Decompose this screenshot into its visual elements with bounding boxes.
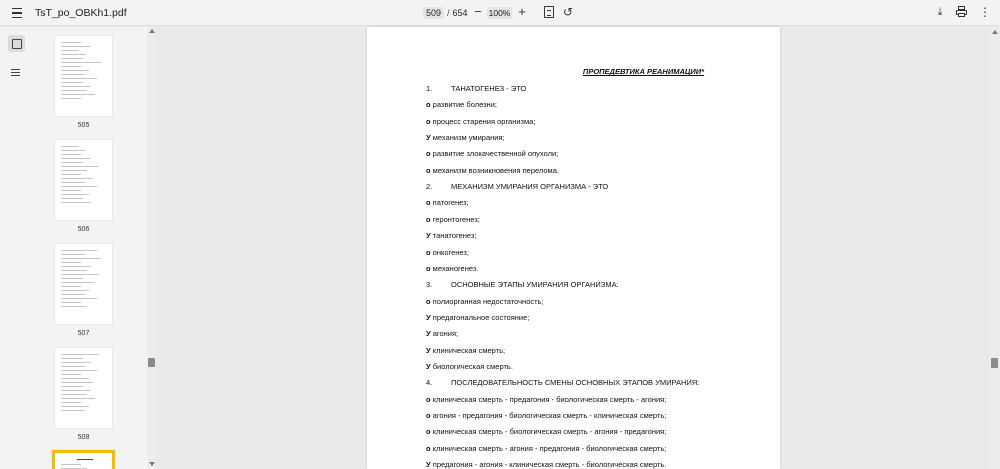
scroll-up-icon[interactable] — [149, 29, 155, 33]
line-text: геронтогенез; — [430, 214, 480, 224]
answer-option — [426, 133, 505, 142]
line-text: клиническая смерть - предагония - биологическая смерть - агония; — [430, 394, 667, 404]
zoom-input[interactable]: 100% — [488, 8, 511, 18]
line-text: полиорганная недостаточность; — [430, 296, 544, 306]
line-text: клиническая смерть - агония - предагония - биологическая смерть; — [430, 443, 667, 453]
line-text: ПОСЛЕДОВАТЕЛЬНОСТЬ СМЕНЫ ОСНОВНЫХ ЭТАПОВ УМИРАНИЯ: — [451, 378, 700, 388]
menu-icon[interactable] — [9, 5, 25, 21]
answer-option — [426, 395, 666, 404]
page-thumbnail-current[interactable] — [52, 450, 115, 469]
answer-option — [426, 297, 544, 306]
answer-option — [426, 215, 480, 224]
line-text: ТАНАТОГЕНЕЗ - ЭТО — [451, 84, 527, 93]
current-page-input[interactable]: 509 — [423, 7, 444, 19]
answer-marker: У — [426, 345, 431, 355]
line-text: онкогенез; — [430, 247, 469, 257]
page-separator: / — [447, 8, 450, 18]
line-text: ОСНОВНЫЕ ЭТАПЫ УМИРАНИЯ ОРГАНИЗМА: — [451, 280, 619, 290]
thumbnail-panel — [32, 27, 147, 469]
line-text: механизм возникновения перелома. — [430, 165, 559, 175]
pdf-toolbar — [0, 0, 1000, 26]
answer-option — [426, 313, 529, 322]
answer-option — [426, 117, 535, 126]
pdf-page — [367, 27, 780, 469]
scrollbar-thumb[interactable] — [991, 358, 998, 368]
question-number: 3. — [426, 280, 433, 290]
answer-marker: У — [426, 460, 431, 469]
answer-marker: о — [426, 198, 431, 208]
page-heading: ПРОПЕДЕВТИКА РЕАНИМАЦИИ* — [582, 67, 705, 76]
download-icon[interactable]: ⤓ — [937, 6, 943, 18]
line-text: предагональное состояние; — [430, 312, 530, 322]
answer-option — [426, 149, 558, 158]
question-line — [426, 182, 608, 191]
line-text: агония; — [430, 329, 459, 339]
page-indicator — [423, 6, 468, 20]
page-thumbnail[interactable] — [55, 348, 112, 428]
answer-marker: У — [426, 133, 431, 143]
thumbnails-view-icon[interactable] — [8, 35, 25, 52]
question-line — [426, 378, 699, 387]
zoom-out-button[interactable]: − — [474, 4, 482, 19]
total-pages: 654 — [452, 8, 468, 18]
thumbnail-scrollbar[interactable] — [147, 27, 156, 469]
answer-option — [426, 411, 666, 420]
answer-marker: о — [426, 149, 431, 159]
line-text: предагония - агония - клиническая смерть - биологическая смерть. — [430, 460, 667, 469]
answer-option — [426, 460, 666, 469]
print-icon[interactable] — [955, 4, 969, 20]
answer-marker: о — [426, 443, 431, 453]
answer-marker: о — [426, 165, 431, 175]
answer-option — [426, 248, 469, 257]
line-text: танатогенез; — [430, 231, 477, 241]
answer-option — [426, 198, 469, 207]
line-text: процесс старения организма; — [430, 116, 536, 126]
question-line — [426, 84, 526, 93]
answer-option — [426, 329, 458, 338]
answer-marker: У — [426, 361, 431, 371]
line-text: клиническая смерть; — [430, 345, 506, 355]
line-text: развитие болезни; — [430, 100, 497, 110]
answer-marker: о — [426, 247, 431, 257]
answer-marker: о — [426, 394, 431, 404]
answer-marker: о — [426, 214, 431, 224]
question-line — [426, 280, 619, 289]
scroll-down-icon[interactable] — [149, 462, 155, 466]
scroll-up-icon[interactable] — [992, 30, 998, 34]
answer-option — [426, 166, 559, 175]
answer-option — [426, 427, 666, 436]
answer-option — [426, 231, 476, 240]
line-text: патогенез; — [430, 198, 469, 208]
answer-marker: о — [426, 116, 431, 126]
thumbnail-label: 506 — [77, 226, 90, 233]
thumbnail-label: 505 — [77, 122, 90, 129]
fit-page-icon[interactable] — [544, 6, 554, 18]
line-text: биологическая смерть. — [430, 361, 513, 371]
question-number: 2. — [426, 182, 433, 192]
answer-marker: У — [426, 231, 431, 241]
question-number: 4. — [426, 378, 433, 388]
answer-marker: о — [426, 427, 431, 437]
answer-marker: о — [426, 411, 431, 420]
answer-marker: о — [426, 263, 431, 273]
line-text: развитие злокачественной опухоли; — [430, 149, 559, 159]
page-thumbnail[interactable] — [55, 140, 112, 220]
question-number: 1. — [426, 84, 433, 93]
thumbnail-label: 507 — [77, 330, 90, 337]
page-thumbnail[interactable] — [55, 244, 112, 324]
answer-marker: У — [426, 329, 431, 339]
sidebar-rail — [0, 27, 32, 469]
answer-marker: о — [426, 296, 431, 306]
answer-option — [426, 100, 497, 109]
page-thumbnail[interactable] — [55, 36, 112, 116]
outline-view-icon[interactable] — [11, 68, 21, 78]
line-text: МЕХАНИЗМ УМИРАНИЯ ОРГАНИЗМА - ЭТО — [451, 182, 609, 192]
zoom-in-button[interactable]: + — [518, 4, 526, 19]
document-scrollbar[interactable] — [989, 27, 1000, 469]
document-title: TsT_po_OBKh1.pdf — [35, 7, 127, 19]
scrollbar-thumb[interactable] — [148, 358, 155, 367]
more-options-icon[interactable]: ⋮ — [979, 5, 991, 19]
rotate-icon[interactable]: ↺ — [563, 5, 574, 19]
answer-option — [426, 444, 666, 453]
line-text: механогенез. — [430, 263, 479, 273]
answer-option — [426, 362, 513, 371]
answer-marker: о — [426, 100, 431, 110]
answer-option — [426, 264, 478, 273]
line-text: клиническая смерть - биологическая смерть - агония - предагония; — [430, 427, 667, 437]
answer-marker: У — [426, 312, 431, 322]
thumbnail-label: 508 — [77, 434, 90, 441]
answer-option — [426, 346, 505, 355]
line-text: агония - предагония - биологическая смерть - клиническая смерть; — [430, 411, 667, 420]
line-text: механизм умирания; — [430, 133, 505, 143]
